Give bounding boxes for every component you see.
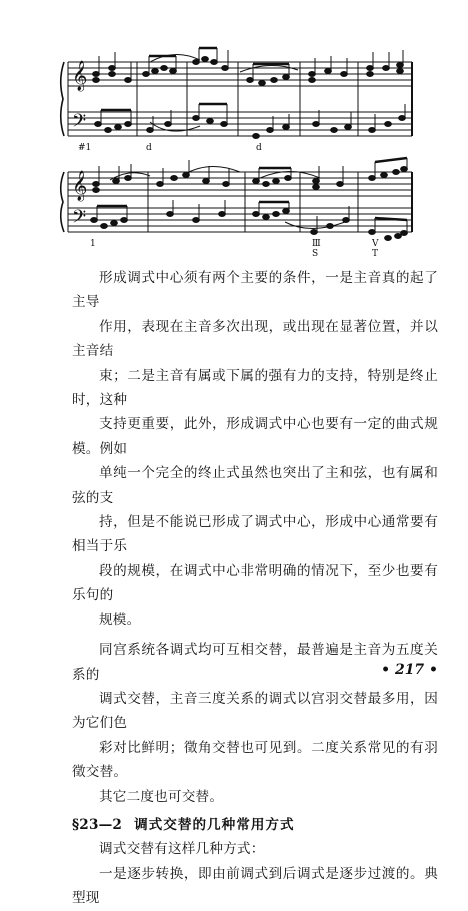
- paragraph-3: 调式交替有这样几种方式：: [99, 841, 265, 858]
- svg-text:𝄢: 𝄢: [72, 111, 87, 136]
- section-heading: [72, 813, 438, 837]
- text-line: 单纯一个完全的终止式虽然也突出了主和弦，也有属和弦的支: [72, 465, 438, 506]
- svg-text:𝄞: 𝄞: [72, 61, 88, 91]
- text-line: 同宫系统各调式均可互相交替，最普遍是主音为五度关系的: [72, 642, 438, 683]
- text-line: 作用，表现在主音多次出现，或出现在显著位置，并以主音结: [72, 318, 438, 360]
- score-mark: Ⅲ: [312, 239, 321, 249]
- section-title: 调式交替的几种常用方式: [134, 816, 295, 833]
- score-mark: #1: [78, 143, 92, 153]
- score-mark: Ⅴ: [372, 239, 379, 249]
- page-number: • 217 •: [381, 662, 438, 678]
- text-line: 调式交替，主音三度关系的调式以宫羽交替最多用，因为它们色: [72, 690, 438, 732]
- paragraph-4: 一是逐步转换，即由前调式到后调式是逐步过渡的。典型现: [72, 865, 438, 907]
- text-line: 规模。: [99, 611, 141, 628]
- text-line: 形成调式中心须有两个主要的条件，一是主音真的起了主导: [72, 270, 438, 311]
- staff-2-bass: [68, 208, 412, 232]
- staff-1-bass: [68, 112, 412, 136]
- score-mark: S: [312, 249, 319, 259]
- paragraph-1: [72, 266, 438, 632]
- score-mark: d: [146, 143, 152, 153]
- staff-1-treble: [68, 62, 412, 86]
- text-line: 彩对比鲜明；徵角交替也可见到。二度关系常见的有羽徵交替。: [72, 739, 438, 781]
- text-line: 段的规模，在调式中心非常明确的情况下，至少也要有乐句的: [72, 562, 438, 604]
- section-number: §23—2: [72, 816, 123, 833]
- music-score: [0, 0, 468, 260]
- text-line: 束；二是主音有属或下属的强有力的支持，特别是终止时，这种: [72, 367, 438, 409]
- svg-text:𝄞: 𝄞: [72, 171, 88, 201]
- score-mark: T: [372, 249, 379, 259]
- text-line: 支持更重要，此外，形成调式中心也要有一定的曲式规模。例如: [72, 416, 438, 457]
- score-mark: 1: [90, 239, 96, 249]
- score-mark: d: [256, 143, 262, 153]
- text-line: 其它二度也可交替。: [99, 788, 224, 805]
- text-line: 持，但是不能说已形成了调式中心，形成中心通常要有相当于乐: [72, 514, 438, 555]
- body-text: [72, 266, 438, 911]
- svg-text:𝄢: 𝄢: [72, 207, 87, 232]
